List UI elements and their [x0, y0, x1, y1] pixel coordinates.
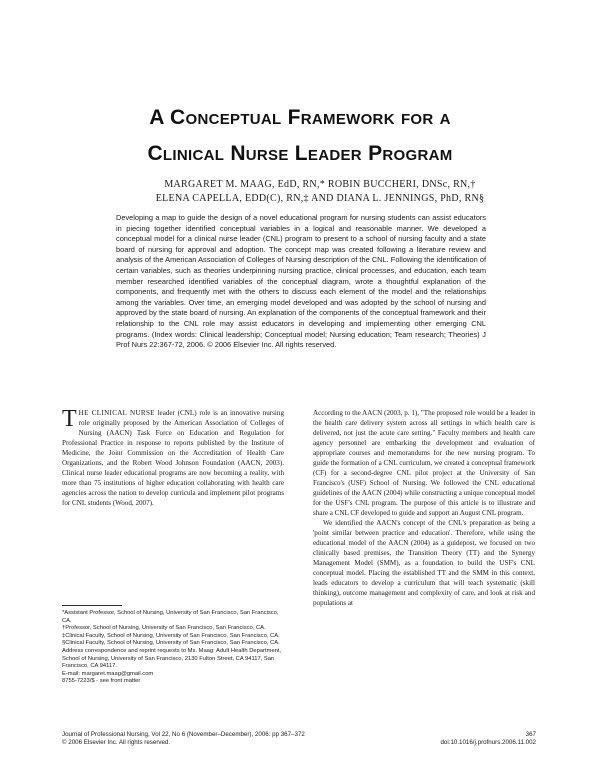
- copyright: © 2006 Elsevier Inc. All rights reserved.: [62, 739, 171, 746]
- right-paragraph-2: We identified the AACN's concept of the CNL's preparation as being a 'point similar between practice and education'. Therefore, while using the educational model of the AACN (2004) as a guidepost, we focused on two clinically based premises, the Transition Theory (TT) and the Synergy Management Model (SMM), as a foundation to build the USF's CNL conceptual model. Placing the established TT and the SMM in this context, leads educators to develop a curriculum that will teach systematic (skill thinking), outcome management and complexity of care, and look at risk and populations at: [313, 519, 535, 607]
- footnote-1: *Assistant Professor, School of Nursing, University of San Francisco, San Francisco, CA.: [62, 610, 279, 624]
- page-footer: [62, 731, 536, 747]
- article-title: [0, 100, 600, 172]
- footnotes: [62, 610, 284, 686]
- footnote-address: Address correspondence and reprint requests to Ms. Maag: Adult Health Department, School of Nursing, University of San Francisco, 2130 Fulton Street, CA 94117, San Francisco, CA 94117.: [62, 647, 282, 670]
- authors-line-1: MARGARET M. MAAG, EdD, RN,* ROBIN BUCCHERI, DNSc, RN,†: [164, 179, 476, 190]
- drop-cap: T: [62, 406, 77, 432]
- title-line-1: A Conceptual Framework for a: [149, 106, 451, 129]
- authors-line-2: ELENA CAPELLA, EDD(C), RN,‡ AND DIANA L. JENNINGS, PhD, RN§: [155, 193, 485, 204]
- footnote-rule: [62, 605, 122, 606]
- footnote-email: E-mail: margaret.maag@gmail.com: [62, 670, 154, 677]
- author-list: [150, 178, 490, 206]
- abstract: Developing a map to guide the design of a novel educational program for nursing students can assist educators in piecing together identified conceptual variables in a logical and reasonable manner. We developed a conceptual model for a clinical nurse leader (CNL) program to present to a school of nursing faculty and a state board of nursing for approval and adoption. The concept map was created following a literature review and analysis of the American Association of Colleges of Nursing description of the CNL. Following the identification of certain variables, such as theories underpinning nursing practice, clinical processes, and education, each team member researched identified variables of the conceptual diagram, wrote a thoughtful explanation of the components, and frequently met with the others to discuss each element of the model and the relationships among the variables. Over time, an emerging model developed and was adopted by the school of nursing and approved by the state board of nursing. An explanation of the components of the conceptual framework and their relationship to the CNL role may assist educators in developing and implementing other emerging CNL programs. (Index words: Clinical leadership; Conceptual model; Nursing education; Team research; Theories) J Prof Nurs 22:367-72, 2006. © 2006 Elsevier Inc. All rights reserved.: [116, 213, 486, 350]
- footnote-3: ‡Clinical Faculty, School of Nursing, University of San Francisco, San Francisco, CA.: [62, 632, 280, 639]
- journal-citation: Journal of Professional Nursing, Vol 22, No 6 (November–December), 2006: pp 367–372: [62, 731, 305, 738]
- body-column-left: [62, 408, 284, 508]
- page-number: 367: [525, 731, 536, 738]
- title-line-2: Clinical Nurse Leader Program: [147, 142, 453, 165]
- right-paragraph-1: According to the AACN (2003, p. 1), "The proposed role would be a leader in the health care delivery system across all settings in which health care is delivered, not just the acute care setting." Faculty members and health care agency personnel are embarking the development and evaluation of appropriate courses and memorandums for the new nursing program. To guide the formation of a CNL curriculum, we created a conceptual framework (CF) for a second-degree CNL pilot project at the University of San Francisco's (USF) School of Nursing. We followed the CNL educational guidelines of the AACN (2004) while constructing a unique conceptual model for the USF's CNL program. The purpose of this article is to illustrate and share a CNL CF developed to guide and support an August CNL program.: [313, 409, 535, 517]
- doi: doi:10.1016/j.profnurs.2006.11.002: [440, 739, 536, 746]
- intro-paragraph: [62, 408, 284, 508]
- footnote-issn: 8755-7223/$ - see front matter: [62, 678, 141, 685]
- lead-in: HE CLINICAL NURSE: [78, 409, 155, 417]
- body-column-right: [313, 408, 535, 608]
- footnote-2: †Professor, School of Nursing, University of San Francisco, San Francisco, CA.: [62, 625, 266, 632]
- footnote-4: §Clinical Faculty, School of Nursing, University of San Francisco, San Francisco, CA.: [62, 640, 280, 647]
- intro-text: leader (CNL) role is an innovative nursing role originally proposed by the American Association of Colleges of Nursing (AACN) Task Force on Education and Regulation for Professional Practice in response to reports published by the Institute of Medicine, the Joint Commission on the Accreditation of Health Care Organizations, and the Robert Wood Johnson Foundation (AACN, 2003). Clinical nurse leader educational programs are now becoming a reality, with more than 75 institutions of higher education collaborating with health care agencies across the nation to develop curricula and implement pilot programs for CNL students (Wood, 2007).: [62, 409, 284, 507]
